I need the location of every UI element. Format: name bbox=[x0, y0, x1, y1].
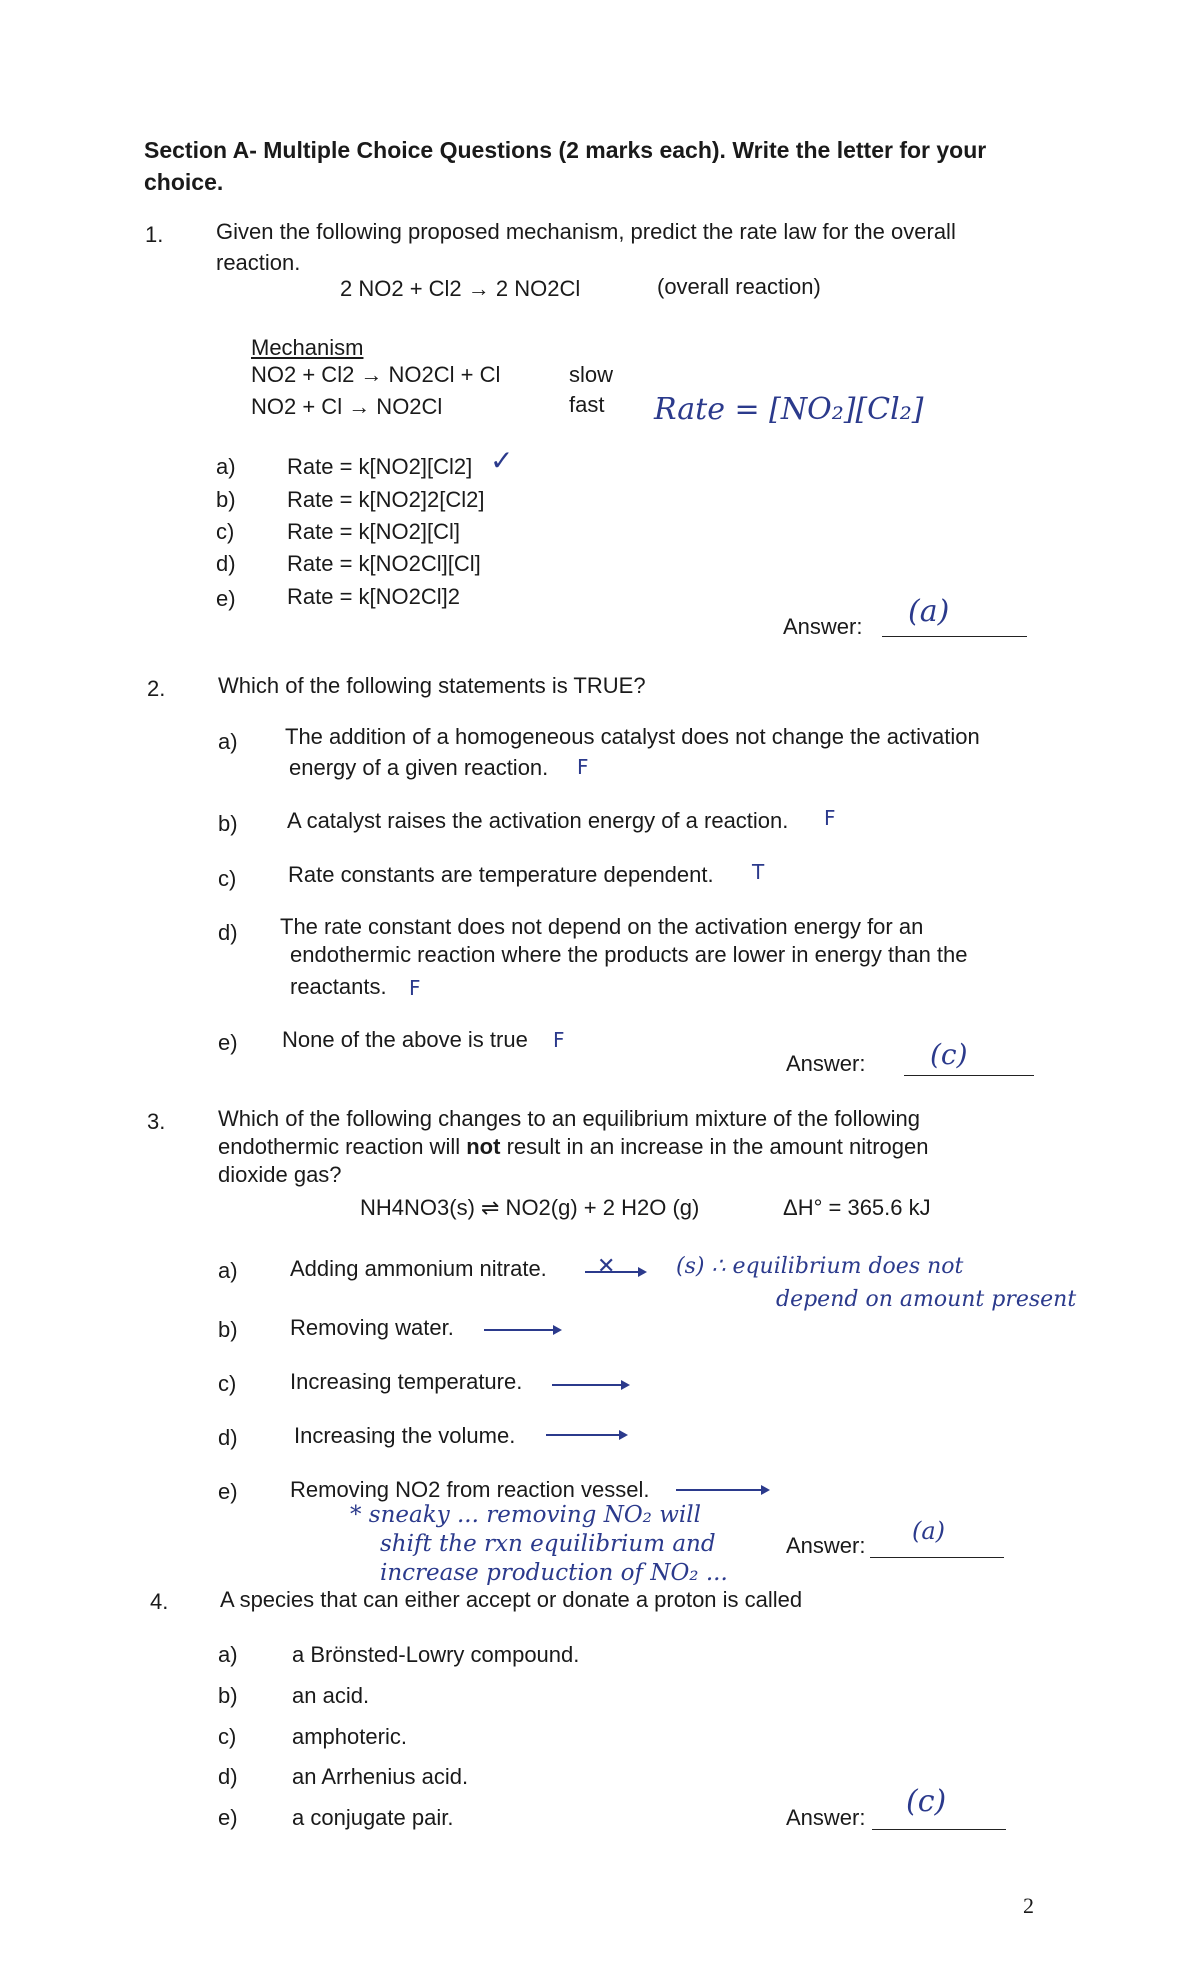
q3-option-a-cross-icon: ✕ bbox=[597, 1254, 616, 1279]
question-3-text-line-2 bbox=[218, 1134, 928, 1160]
q2-option-b-line-1: A catalyst raises the activation energy of a reaction. bbox=[287, 808, 789, 833]
mechanism-title: Mechanism bbox=[251, 335, 364, 360]
section-heading bbox=[144, 134, 986, 198]
question-3-text-line-1: Which of the following changes to an equilibrium mixture of the following bbox=[218, 1106, 920, 1131]
q3-option-d-text: Increasing the volume. bbox=[294, 1423, 516, 1448]
q3-option-b-letter: b) bbox=[218, 1317, 238, 1342]
q2-option-d-line-1: The rate constant does not depend on the activation energy for an bbox=[280, 914, 924, 939]
q2-option-a-line-2: energy of a given reaction. bbox=[289, 755, 549, 780]
mechanism-step-2-speed: fast bbox=[569, 392, 605, 417]
q3-option-c-text: Increasing temperature. bbox=[290, 1369, 523, 1394]
q3-option-c-letter: c) bbox=[218, 1371, 237, 1396]
mechanism-step-1: NO2 + Cl2 → NO2Cl + Cl bbox=[251, 362, 501, 387]
q3-handwritten-note-e-line-2: shift the rxn equilibrium and bbox=[380, 1531, 716, 1557]
q1-answer-line[interactable] bbox=[882, 636, 1027, 637]
q4-option-d-letter: d) bbox=[218, 1764, 238, 1789]
q1-option-b-text: Rate = k[NO2]2[Cl2] bbox=[287, 487, 485, 512]
q2-option-d-line-3: reactants. bbox=[290, 974, 387, 999]
q2-answer-line[interactable] bbox=[904, 1075, 1034, 1076]
q4-option-c-text: amphoteric. bbox=[292, 1724, 407, 1749]
q1-answer-handwritten: (a) bbox=[908, 594, 950, 629]
q4-option-a-letter: a) bbox=[218, 1642, 238, 1667]
q2-option-a-mark: F bbox=[577, 755, 589, 779]
q2-option-b-letter: b) bbox=[218, 811, 238, 836]
q3-option-e-letter: e) bbox=[218, 1479, 238, 1504]
q3-handwritten-note-a-line-2: depend on amount present bbox=[776, 1287, 1077, 1312]
question-3-text-line-2-pre: endothermic reaction will bbox=[218, 1134, 461, 1159]
q2-answer-label: Answer: bbox=[786, 1051, 866, 1076]
q2-option-a-letter: a) bbox=[218, 729, 238, 754]
q1-option-a-letter: a) bbox=[216, 454, 236, 479]
question-4-text: A species that can either accept or donate a proton is called bbox=[220, 1587, 803, 1612]
q4-option-e-letter: e) bbox=[218, 1805, 238, 1830]
q4-answer-handwritten: (c) bbox=[906, 1784, 947, 1819]
question-2-text: Which of the following statements is TRUE? bbox=[218, 673, 646, 698]
handwritten-rate-law: Rate = [NO₂][Cl₂] bbox=[654, 392, 924, 427]
q3-option-b-arrow-icon bbox=[484, 1329, 560, 1331]
q2-option-d-mark: F bbox=[409, 976, 421, 1000]
q3-handwritten-note-e-line-1: * sneaky ... removing NO₂ will bbox=[350, 1502, 701, 1528]
page-number: 2 bbox=[1023, 1893, 1034, 1918]
q4-answer-label: Answer: bbox=[786, 1805, 866, 1830]
q3-answer-line[interactable] bbox=[870, 1557, 1004, 1558]
q4-option-a-text: a Brönsted-Lowry compound. bbox=[292, 1642, 580, 1667]
q1-option-e-text: Rate = k[NO2Cl]2 bbox=[287, 584, 461, 609]
q4-option-e-text: a conjugate pair. bbox=[292, 1805, 454, 1830]
q1-option-c-letter: c) bbox=[216, 519, 235, 544]
q2-option-b-mark: F bbox=[824, 806, 836, 830]
q3-option-c-arrow-icon bbox=[552, 1384, 628, 1386]
q3-option-e-arrow-icon bbox=[676, 1489, 768, 1491]
q1-option-e-letter: e) bbox=[216, 586, 236, 611]
q4-option-b-letter: b) bbox=[218, 1683, 238, 1708]
q2-option-e-letter: e) bbox=[218, 1030, 238, 1055]
q3-handwritten-note-e-line-3: increase production of NO₂ ... bbox=[380, 1560, 728, 1586]
q2-option-e-mark: F bbox=[553, 1028, 565, 1052]
equilibrium-equation: NH4NO3(s) ⇌ NO2(g) + 2 H2O (g) bbox=[360, 1195, 700, 1220]
question-2-number: 2. bbox=[147, 676, 166, 701]
q2-answer-handwritten: (c) bbox=[930, 1038, 968, 1071]
q2-option-c-mark: T bbox=[752, 860, 765, 884]
overall-reaction-label: (overall reaction) bbox=[657, 274, 821, 299]
q1-option-a-text: Rate = k[NO2][Cl2] bbox=[287, 454, 473, 479]
question-3-number: 3. bbox=[147, 1109, 166, 1134]
q4-option-c-letter: c) bbox=[218, 1724, 237, 1749]
q4-answer-line[interactable] bbox=[872, 1829, 1006, 1830]
q3-handwritten-note-a-line-1: (s) ∴ equilibrium does not bbox=[676, 1254, 964, 1279]
q3-answer-label: Answer: bbox=[786, 1533, 866, 1558]
checkmark-icon: ✓ bbox=[490, 444, 514, 477]
q2-option-c-line-1: Rate constants are temperature dependent. bbox=[288, 862, 714, 887]
q1-option-d-text: Rate = k[NO2Cl][Cl] bbox=[287, 551, 481, 576]
q3-option-d-arrow-icon bbox=[546, 1434, 626, 1436]
q3-option-e-text: Removing NO2 from reaction vessel. bbox=[290, 1477, 650, 1502]
overall-reaction: 2 NO2 + Cl2 → 2 NO2Cl bbox=[340, 276, 581, 301]
question-3-emphasis-not: not bbox=[466, 1134, 501, 1159]
q2-option-d-letter: d) bbox=[218, 920, 238, 945]
mechanism-step-2: NO2 + Cl → NO2Cl bbox=[251, 394, 443, 419]
q2-option-d-line-2: endothermic reaction where the products are lower in energy than the bbox=[290, 942, 968, 967]
q1-option-d-letter: d) bbox=[216, 551, 236, 576]
q3-option-b-text: Removing water. bbox=[290, 1315, 454, 1340]
question-4-number: 4. bbox=[150, 1589, 169, 1614]
question-1-text-line-1: Given the following proposed mechanism, predict the rate law for the overall bbox=[216, 219, 956, 244]
question-1-text-line-2: reaction. bbox=[216, 250, 301, 275]
q2-option-a-line-1: The addition of a homogeneous catalyst does not change the activation bbox=[285, 724, 980, 749]
q4-option-b-text: an acid. bbox=[292, 1683, 370, 1708]
q3-answer-handwritten: (a) bbox=[912, 1517, 946, 1545]
section-heading-line-2: choice. bbox=[144, 169, 224, 195]
question-1-number: 1. bbox=[145, 222, 164, 247]
q1-answer-label: Answer: bbox=[783, 614, 863, 639]
q4-option-d-text: an Arrhenius acid. bbox=[292, 1764, 469, 1789]
q2-option-e-line-1: None of the above is true bbox=[282, 1027, 528, 1052]
enthalpy-value: ΔH° = 365.6 kJ bbox=[783, 1195, 931, 1220]
question-3-text-line-2-post: result in an increase in the amount nitrogen bbox=[506, 1134, 929, 1159]
q2-option-c-letter: c) bbox=[218, 866, 237, 891]
q3-option-d-letter: d) bbox=[218, 1425, 238, 1450]
mechanism-step-1-speed: slow bbox=[569, 362, 614, 387]
q3-option-a-text: Adding ammonium nitrate. bbox=[290, 1256, 547, 1281]
section-heading-line-1: Section A- Multiple Choice Questions (2 marks each). Write the letter for your bbox=[144, 137, 987, 163]
q1-option-c-text: Rate = k[NO2][Cl] bbox=[287, 519, 461, 544]
question-3-text-line-3: dioxide gas? bbox=[218, 1162, 342, 1187]
q1-option-b-letter: b) bbox=[216, 487, 236, 512]
q3-option-a-letter: a) bbox=[218, 1258, 238, 1283]
